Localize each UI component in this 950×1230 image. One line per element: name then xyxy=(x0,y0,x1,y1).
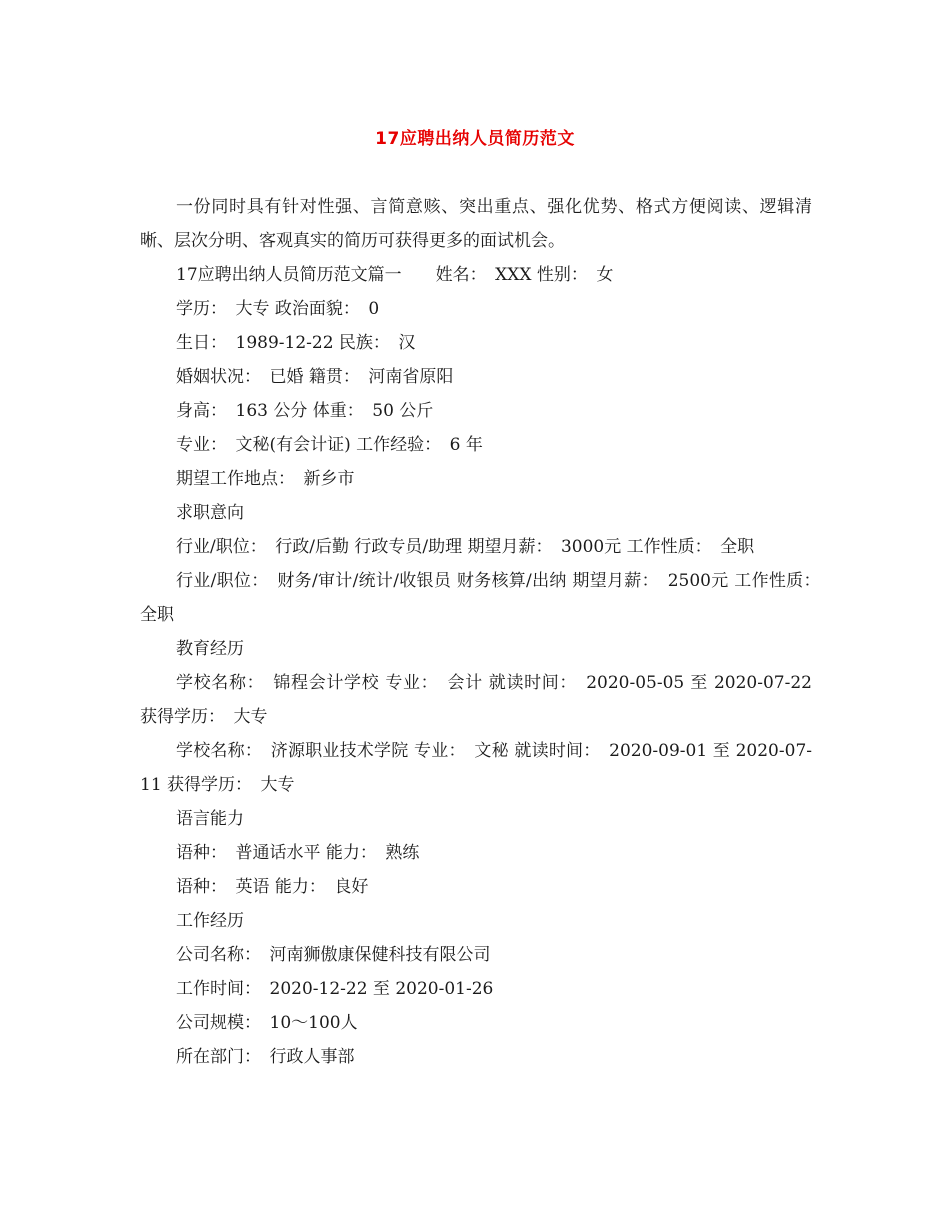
language-line-english: 语种： 英语 能力： 良好 xyxy=(176,877,369,897)
info-line-height-weight: 身高： 163 公分 体重： 50 公斤 xyxy=(176,401,434,421)
info-line-education: 学历： 大专 政治面貌： 0 xyxy=(176,299,380,319)
work-line-scale: 公司规模： 10～100人 xyxy=(176,1013,358,1033)
page-title: 17应聘出纳人员简历范文 xyxy=(375,129,575,149)
work-line-period: 工作时间： 2020-12-22 至 2020-01-26 xyxy=(176,979,494,999)
info-line-major: 专业： 文秘(有会计证) 工作经验： 6 年 xyxy=(176,435,483,455)
intro-paragraph: 一份同时具有针对性强、言简意赅、突出重点、强化优势、格式方便阅读、逻辑清晰、层次分明、客观真实的简历可获得更多的面试机会。 xyxy=(140,197,812,251)
language-line-mandarin: 语种： 普通话水平 能力： 熟练 xyxy=(176,843,420,863)
section-heading-job-intent: 求职意向 xyxy=(176,503,244,523)
section-heading-language: 语言能力 xyxy=(176,809,244,829)
work-line-company: 公司名称： 河南狮傲康保健科技有限公司 xyxy=(176,945,491,965)
education-paragraph-1: 学校名称： 锦程会计学校 专业： 会计 就读时间： 2020-05-05 至 2020-07-22 获得学历： 大专 xyxy=(140,673,812,727)
section-heading-work: 工作经历 xyxy=(176,911,244,931)
info-line-marital: 婚姻状况： 已婚 籍贯： 河南省原阳 xyxy=(176,367,454,387)
info-line-location: 期望工作地点： 新乡市 xyxy=(176,469,355,489)
education-paragraph-2: 学校名称： 济源职业技术学院 专业： 文秘 就读时间： 2020-09-01 至 2020-07-11 获得学历： 大专 xyxy=(140,741,812,795)
work-line-department: 所在部门： 行政人事部 xyxy=(176,1047,355,1067)
job-intent-paragraph-2: 行业/职位： 财务/审计/统计/收银员 财务核算/出纳 期望月薪： 2500元 工作性质： 全职 xyxy=(140,571,829,625)
info-line-birthday: 生日： 1989-12-22 民族： 汉 xyxy=(176,333,416,353)
info-line-name-gender: 17应聘出纳人员简历范文篇一 姓名： XXX 性别： 女 xyxy=(176,265,614,285)
job-intent-paragraph-1: 行业/职位： 行政/后勤 行政专员/助理 期望月薪： 3000元 工作性质： 全职 xyxy=(176,537,755,557)
document-body xyxy=(140,190,829,1074)
section-heading-education: 教育经历 xyxy=(176,639,244,659)
